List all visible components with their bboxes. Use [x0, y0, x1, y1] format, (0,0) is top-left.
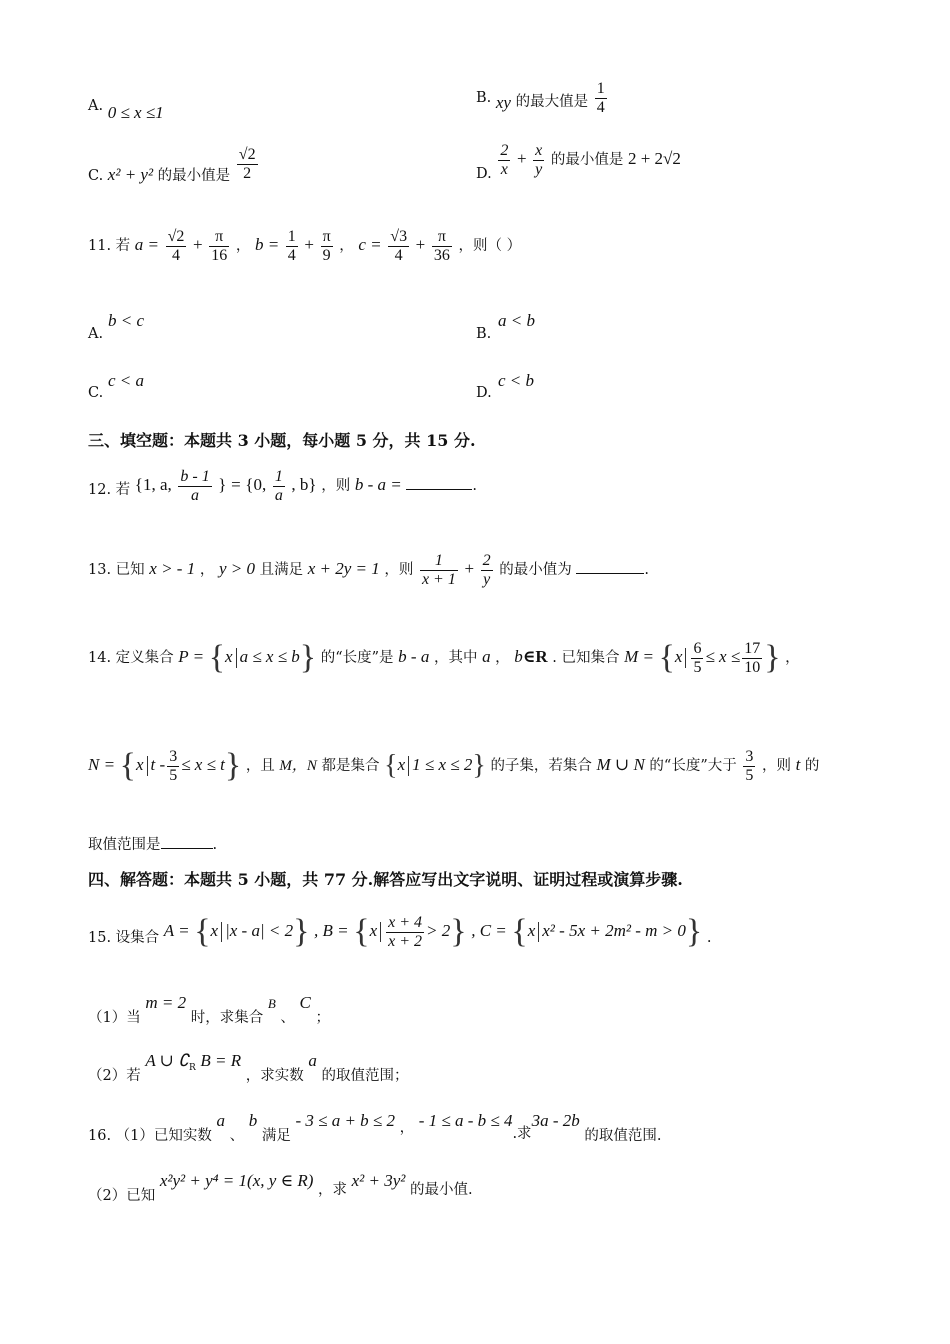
q15-a-cond: |x - a| < 2	[225, 921, 294, 941]
option-c-fraction: $\frac{√2}{2}$	[238, 146, 256, 182]
q15-set-a: A =	[163, 921, 190, 941]
q15-p2-text: ，求实数	[245, 1068, 304, 1084]
q15-part1	[88, 993, 330, 1026]
q10-option-d	[476, 142, 681, 183]
q14-text2: ，其中	[433, 650, 478, 667]
q15-p1-b: B	[267, 996, 276, 1011]
q16-p1-comma: ，	[399, 1120, 415, 1136]
q14-p-x: x	[225, 647, 233, 667]
option-d-fraction-1: $\frac{2}{x}$	[500, 142, 509, 178]
q11-number: 11. 若	[88, 238, 131, 255]
q14-n-frac: $\frac{3}{5}$	[169, 748, 178, 784]
q14-line2	[88, 748, 819, 784]
q14-text6: ，且	[245, 758, 275, 775]
q13-frac1: $\frac{1}{x + 1}$	[421, 552, 456, 588]
q14-big-brace-close: }	[472, 750, 486, 782]
q11-a-frac1: $\frac{√2}{4}$	[167, 228, 185, 264]
q16-part2	[88, 1171, 473, 1204]
q11-c-frac1: $\frac{√3}{4}$	[390, 228, 408, 264]
q14-big-brace-open: {	[384, 750, 398, 782]
q13-cond1: x > - 1	[149, 559, 196, 579]
q16-p1-cond1: - 3 ≤ a + b ≤ 2	[295, 1111, 395, 1130]
q16-p2-label: （2）已知	[88, 1188, 156, 1204]
q14-end: .	[212, 837, 218, 853]
q16-part1	[88, 1111, 662, 1144]
q14-m-mid: ≤ x ≤	[705, 647, 741, 667]
q11-c-plus: +	[415, 235, 426, 255]
q14-text10: ，则	[761, 758, 791, 775]
q14-n-mid: ≤ x ≤ t	[181, 755, 225, 775]
q15-b-brace-open: {	[353, 913, 370, 951]
q15-p1-text: 时，求集合	[190, 1010, 264, 1026]
q14-set-n: N =	[88, 755, 116, 775]
q13-sep: ，	[199, 562, 215, 579]
q14-var-t: t	[795, 755, 801, 775]
q11-b-frac1: $\frac{1}{4}$	[287, 228, 296, 264]
q14-text5: ，	[785, 650, 800, 667]
section-3-heading: 三、填空题：本题共 3 小题，每小题 5 分，共 15 分.	[88, 431, 476, 450]
q15-a-bar	[221, 922, 222, 942]
option-c-text: 的最小值是	[157, 168, 231, 185]
q14-var-a: a	[482, 647, 491, 667]
q11-tail: ，则（ ）	[458, 238, 522, 255]
q16-p1-ask: .求	[512, 1126, 532, 1142]
q14-union: M ∪ N	[596, 755, 645, 775]
q12-number: 12. 若	[88, 482, 131, 499]
section-4-heading: 四、解答题：本题共 5 小题，共 77 分.解答应写出文字说明、证明过程或演算步骤.	[88, 870, 683, 889]
option-b-label: B.	[476, 90, 492, 107]
q16-p1-text: 满足	[261, 1128, 291, 1144]
q13-text1: 且满足	[259, 562, 304, 579]
q15-b-brace-close: }	[450, 913, 467, 951]
q10-option-b	[476, 80, 609, 116]
option-d-fraction-2: $\frac{x}{y}$	[535, 142, 543, 178]
q14-n-t: t -	[150, 755, 166, 775]
q14-answer-blank[interactable]	[161, 848, 213, 849]
q12-set2-close: , b}	[291, 475, 317, 495]
q11-option-d-label: D.	[476, 385, 492, 401]
q11-stem	[88, 228, 521, 264]
q14-text11: 的	[804, 758, 820, 775]
option-c-math: x² + y²	[107, 165, 154, 185]
q11-option-d-math: c < b	[498, 371, 535, 390]
q14-number: 14. 定义集合	[88, 650, 174, 667]
q16-p1-a: a	[216, 1111, 226, 1130]
q14-big-cond: 1 ≤ x ≤ 2	[412, 755, 473, 775]
q15-c-bar	[538, 922, 539, 942]
option-c-label: C.	[88, 168, 104, 185]
q13-stem	[88, 552, 649, 588]
q16-p1-expr: 3a - 2b	[531, 1111, 580, 1130]
q14-text7: 都是集合	[321, 758, 380, 775]
q12-set2-frac: $\frac{1}{a}$	[274, 468, 283, 504]
q14-m-frac1: $\frac{6}{5}$	[693, 640, 702, 676]
q16-p1-label: 16. （1）已知实数	[88, 1128, 212, 1144]
q16-p1-end: 的取值范围.	[584, 1128, 662, 1144]
q14-line3	[88, 838, 217, 853]
q15-p1-label: （1）当	[88, 1010, 141, 1026]
q14-n-x: x	[136, 755, 144, 775]
option-d-math: 2 + 2√2	[627, 149, 681, 169]
q14-in-r: ∈R	[522, 647, 548, 667]
q10-option-a	[88, 96, 164, 122]
q15-b-frac: $\frac{x + 4}{x + 2}$	[388, 914, 423, 950]
q15-number: 15. 设集合	[88, 930, 160, 947]
q15-p2-end: 的取值范围；	[321, 1068, 409, 1084]
q15-stem	[88, 914, 711, 950]
q15-p1-sep: 、	[280, 1010, 295, 1026]
q14-n-bar	[147, 756, 148, 776]
q13-number: 13. 已知	[88, 562, 145, 579]
q11-c-frac2: $\frac{\pi}{36}$	[433, 228, 450, 264]
q16-p1-sep: 、	[229, 1128, 245, 1144]
q14-n-brace-close: }	[224, 747, 242, 785]
q11-a-frac2: $\frac{\pi}{16}$	[211, 228, 228, 264]
q13-end: .	[644, 562, 649, 579]
q15-part2	[88, 1051, 409, 1084]
q14-text9: 的“长度”大于	[649, 758, 737, 775]
q14-m-bar	[685, 648, 686, 668]
q11-c-lhs: c =	[358, 235, 382, 255]
q14-mn: M，N	[279, 758, 317, 775]
q16-p2-text: ，求	[318, 1182, 348, 1198]
q11-sep1: ，	[235, 238, 251, 255]
q12-tail-math: b - a =	[354, 475, 402, 495]
q14-p-cond: a ≤ x ≤ b	[239, 647, 300, 667]
q15-c-brace-open: {	[511, 913, 528, 951]
q11-option-b-math: a < b	[498, 311, 535, 330]
q14-p-brace-open: {	[208, 639, 226, 677]
q14-m-brace-open: {	[658, 639, 675, 677]
q11-option-c-label: C.	[88, 385, 104, 401]
q14-m-frac2: $\frac{17}{10}$	[744, 640, 761, 676]
q12-set1-open: {1, a,	[134, 475, 172, 495]
q14-big-bar	[408, 756, 409, 776]
q15-b-bar	[380, 922, 381, 942]
q15-b-gt: > 2	[426, 921, 451, 941]
q13-plus: +	[464, 559, 475, 579]
option-a-label: A.	[88, 98, 104, 114]
q12-stem	[88, 468, 477, 504]
q15-p2-math2: B = R	[200, 1051, 242, 1070]
q14-big-x: x	[397, 755, 406, 775]
q16-p2-expr: x² + 3y²	[351, 1171, 406, 1190]
q16-p1-b: b	[248, 1111, 258, 1130]
q14-p-bar	[236, 648, 237, 668]
q15-c-brace-close: }	[685, 913, 703, 951]
q14-line1	[88, 640, 800, 676]
q12-answer-blank[interactable]	[406, 489, 472, 490]
q14-m-brace-close: }	[764, 639, 781, 677]
q14-text4: . 已知集合	[552, 650, 620, 667]
q15-set-c: , C =	[471, 921, 507, 941]
q15-p1-math: m = 2	[145, 993, 187, 1012]
q14-len: b - a	[398, 647, 430, 667]
q16-p2-cond: x²y² + y⁴ = 1(x, y ∈ R)	[159, 1171, 314, 1190]
q15-c-x: x	[527, 921, 536, 941]
q13-frac2: $\frac{2}{y}$	[482, 552, 491, 588]
option-b-fraction: $\frac{1}{4}$	[596, 80, 605, 116]
option-b-text: 的最大值是	[515, 94, 589, 111]
q12-set1-frac: $\frac{b - 1}{a}$	[180, 468, 210, 504]
q14-p-brace-close: }	[299, 639, 317, 677]
option-d-label: D.	[476, 166, 492, 183]
q14-var-b: b	[514, 647, 523, 667]
q12-equals: =	[231, 475, 241, 495]
q15-p1-end: ；	[315, 1010, 330, 1026]
q14-gt-frac: $\frac{3}{5}$	[745, 748, 754, 784]
q15-end: .	[706, 930, 712, 947]
q15-c-cond: x² - 5x + 2m² - m > 0	[542, 921, 686, 941]
q11-b-lhs: b =	[254, 235, 280, 255]
q11-option-a-label: A.	[88, 326, 104, 342]
q12-set2-open: {0,	[245, 475, 267, 495]
q15-b-x: x	[369, 921, 378, 941]
q15-p1-c: C	[299, 993, 311, 1012]
q14-text1: 的“长度”是	[320, 650, 394, 667]
q14-set-p: P =	[178, 647, 205, 667]
q12-end: .	[472, 478, 477, 495]
q14-text8: 的子集，若集合	[490, 758, 592, 775]
q15-a-brace-open: {	[194, 913, 211, 951]
q13-cond3: x + 2y = 1	[307, 559, 380, 579]
q15-p2-a: a	[308, 1051, 317, 1070]
q15-a-brace-close: }	[293, 913, 310, 951]
option-d-plus: +	[516, 149, 527, 169]
q16-p1-cond2: - 1 ≤ a - b ≤ 4	[418, 1111, 513, 1130]
q10-option-c	[88, 146, 260, 185]
option-b-math: xy	[495, 93, 511, 113]
option-a-math: 0 ≤ x ≤1	[107, 103, 164, 122]
q14-n-brace-open: {	[119, 747, 136, 785]
q13-answer-blank[interactable]	[576, 573, 644, 574]
q14-line3-text: 取值范围是	[88, 837, 161, 853]
q11-option-b-label: B.	[476, 326, 492, 342]
q11-b-plus: +	[304, 235, 314, 255]
q14-m-x: x	[674, 647, 683, 667]
q16-p2-end: 的最小值.	[410, 1182, 473, 1198]
q11-a-plus: +	[193, 235, 203, 255]
q15-set-b: , B =	[314, 921, 349, 941]
q13-text2: ，则	[384, 562, 414, 579]
q11-sep2: ，	[339, 238, 354, 255]
q11-option-c-math: c < a	[108, 371, 145, 390]
q12-tail-text: ，则	[321, 478, 351, 495]
q14-text3: ，	[495, 650, 510, 667]
q14-set-m: M =	[624, 647, 654, 667]
q13-text3: 的最小值为	[499, 562, 572, 579]
q15-p2-math: A ∪ ∁	[145, 1051, 189, 1070]
q11-a-lhs: a =	[134, 235, 160, 255]
q15-p2-sub: R	[188, 1062, 196, 1073]
q15-p2-label: （2）若	[88, 1068, 141, 1084]
q12-set1-close: }	[218, 475, 227, 495]
q11-b-frac2: $\frac{\pi}{9}$	[322, 228, 331, 264]
q15-a-x: x	[210, 921, 219, 941]
option-d-text: 的最小值是	[550, 152, 624, 169]
q13-cond2: y > 0	[218, 559, 255, 579]
q11-option-a-math: b < c	[108, 311, 145, 330]
